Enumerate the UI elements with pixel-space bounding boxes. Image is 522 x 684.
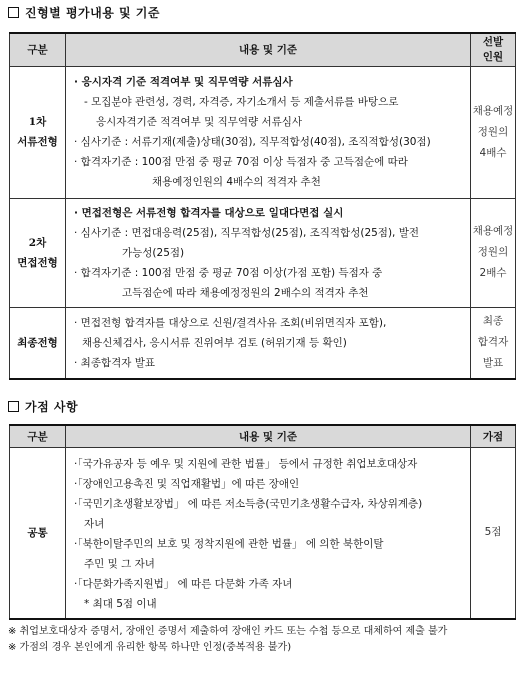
row-selection [471, 66, 516, 198]
content-line: 고득점순에 따라 채용예정정원의 2배수의 적격자 추천 [122, 286, 369, 299]
selection-line: 채용예정 [472, 104, 514, 117]
row-category [10, 198, 66, 307]
category-line: 면접전형 [17, 256, 58, 269]
section-title-evaluation [8, 4, 160, 21]
selection-line: 2배수 [479, 267, 507, 279]
content-line: · 심사기준 : 서류기재(제출)상태(30점), 직무적합성(40점), 조직적합성(30점) [74, 136, 431, 148]
evaluation-table [9, 32, 516, 380]
selection-line: 채용예정 [472, 225, 514, 237]
content-line: · 합격자기준 : 100점 만점 중 평균 70점 이상(가점 포함) 득점자 중 [74, 266, 383, 279]
content-line: 채용예정인원의 4배수의 적격자 추천 [152, 176, 321, 188]
section-title-text: 진형별 평가내용 및 기준 [25, 6, 160, 20]
content-line: 채용신체검사, 응시서류 진위여부 검토 (허위기재 등 확인) [82, 336, 347, 349]
category-line: 2차 [28, 236, 47, 249]
content-line: ·「국민기초생활보장법」 에 따른 저소득층(국민기초생활수급자, 차상위계층) [74, 497, 423, 510]
content-line: · 심사기준 : 면접대응력(25점), 직무적합성(25점), 조직적합성(25점), 발전 [74, 226, 420, 239]
footnote: ※ 취업보호대상자 증명서, 장애인 증명서 제출하여 장애인 카드 또는 수첩 등으로 대체하여 제출 불가 [8, 626, 448, 637]
selection-line: 정원의 [477, 246, 509, 258]
header-content: 내용 및 기준 [66, 33, 471, 66]
checkbox-square-icon [8, 7, 19, 18]
header-category: 구분 [10, 33, 66, 66]
content-line: ·「다문화가족지원법」 에 따른 다문화 가족 자녀 [74, 577, 293, 590]
header-category: 구분 [10, 425, 66, 447]
table-row [10, 307, 516, 379]
content-line: 자녀 [84, 517, 105, 530]
row-category [10, 66, 66, 198]
checkbox-square-icon [8, 401, 19, 412]
table-row [10, 447, 516, 619]
content-line: · 면접전형 합격자를 대상으로 신원/결격사유 조회(비위면직자 포함), [74, 316, 387, 329]
content-line: * 최대 5점 이내 [84, 597, 157, 610]
row-category: 공통 [10, 447, 66, 619]
section-title-text: 가점 사항 [25, 400, 79, 414]
category-line: 서류전형 [17, 136, 58, 148]
selection-line: 합격자 [477, 336, 509, 349]
header-points: 가점 [471, 425, 516, 447]
row-content [66, 198, 471, 307]
row-content [66, 447, 471, 619]
row-selection [471, 307, 516, 379]
bonus-table [9, 424, 516, 620]
selection-line: 발표 [482, 357, 504, 370]
footnotes [8, 624, 447, 656]
content-line: 응시자격기준 적격여부 및 직무역량 서류심사 [96, 116, 303, 128]
content-line: 주민 및 그 자녀 [84, 557, 155, 570]
content-line: 가능성(25점) [122, 246, 185, 259]
selection-line: 4배수 [479, 146, 507, 159]
section-title-bonus [8, 398, 78, 415]
footnote: ※ 가점의 경우 본인에게 유리한 항목 하나만 인정(중복적용 불가) [8, 642, 292, 653]
content-line: ·「북한이탈주민의 보호 및 정착지원에 관한 법률」 에 의한 북한이탈 [74, 537, 384, 550]
row-content [66, 307, 471, 379]
content-line: ·「장애인고용촉진 및 직업재활법」에 따른 장애인 [74, 477, 300, 490]
selection-line: 최종 [482, 315, 504, 328]
header-selection-l1: 선발 [482, 35, 504, 48]
content-line: · 응시자격 기준 적격여부 및 직무역량 서류심사 [74, 76, 293, 88]
row-category: 최종전형 [10, 307, 66, 379]
table-row [10, 198, 516, 307]
row-content [66, 66, 471, 198]
content-line: · 면접전형은 서류전형 합격자를 대상으로 일대다면접 실시 [74, 206, 344, 219]
row-points: 5점 [471, 447, 516, 619]
content-line: ·「국가유공자 등 예우 및 지원에 관한 법률」 등에서 규정한 취업보호대상자 [74, 457, 418, 470]
header-selection [471, 33, 516, 66]
content-line: · 최종합격자 발표 [74, 356, 156, 369]
selection-line: 정원의 [477, 125, 509, 138]
category-line: 1차 [28, 116, 47, 128]
header-selection-l2: 인원 [482, 50, 504, 63]
header-content: 내용 및 기준 [66, 425, 471, 447]
content-line: · 합격자기준 : 100점 만점 중 평균 70점 이상 득점자 중 고득점순에 따라 [74, 156, 408, 168]
content-line: - 모집분야 관련성, 경력, 자격증, 자기소개서 등 제출서류를 바탕으로 [84, 96, 399, 108]
table-row [10, 66, 516, 198]
row-selection [471, 198, 516, 307]
